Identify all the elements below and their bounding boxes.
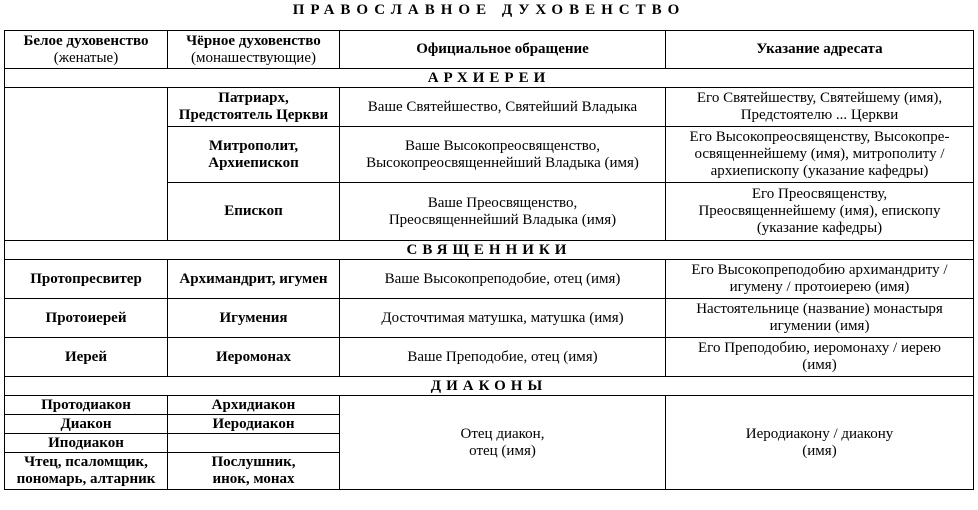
black-clergy-cell: [168, 127, 340, 183]
black-clergy-cell: Архидиакон: [168, 396, 340, 415]
white-clergy-cell: Иерей: [5, 338, 168, 377]
table-row: [5, 88, 974, 127]
header-row: [5, 31, 974, 69]
rank-line: Митрополит,: [208, 137, 299, 154]
rank-line: пономарь, алтарник: [16, 471, 156, 487]
addressee-line: (указание кафедры): [756, 220, 883, 236]
addressee-line: (имя): [802, 357, 837, 373]
white-clergy-cell: [5, 453, 168, 490]
rank-line: Послушник,: [211, 454, 296, 470]
addressee-line: Его Высокопреосвященству, Высокопре-: [689, 129, 950, 145]
white-clergy-cell: Иподиакон: [5, 434, 168, 453]
addressee-line: Иеродиакону / диакону: [745, 425, 894, 442]
address-line: отец (имя): [469, 442, 536, 459]
addressee-line: игумении (имя): [769, 318, 870, 334]
white-clergy-cell: Протодиакон: [5, 396, 168, 415]
addressee-line: освященнейшему (имя), митрополиту /: [694, 146, 945, 162]
header-white-clergy-label: Белое духовенство: [23, 32, 149, 49]
section-title-bishops: АРХИЕРЕИ: [5, 69, 974, 88]
section-row-priests: [5, 241, 974, 260]
address-line: Ваше Высокопреосвященство,: [404, 137, 601, 154]
address-cell: [340, 183, 666, 241]
header-black-clergy-note: (монашествующие): [191, 49, 316, 66]
table-row: [5, 396, 974, 415]
address-line: Отец диакон,: [460, 425, 545, 442]
addressee-cell: [666, 396, 974, 490]
addressee-line: архиепископу (указание кафедры): [710, 163, 929, 179]
table-row: [5, 299, 974, 338]
black-clergy-cell: Игумения: [168, 299, 340, 338]
header-addressee: Указание адресата: [666, 31, 974, 69]
table-row: [5, 338, 974, 377]
rank-line: Чтец, псаломщик,: [24, 454, 148, 470]
black-clergy-cell: [168, 453, 340, 490]
address-line: Преосвященнейший Владыка (имя): [388, 211, 617, 228]
rank-line: инок, монах: [212, 471, 295, 487]
table-row: [5, 260, 974, 299]
addressee-line: Настоятельнице (название) монастыря: [696, 301, 943, 317]
addressee-line: Его Преосвященству,: [751, 186, 888, 202]
addressee-line: Его Преподобию, иеромонаху / иерею: [698, 340, 941, 356]
addressee-cell: [666, 183, 974, 241]
black-clergy-cell: Иеродиакон: [168, 415, 340, 434]
addressee-line: игумену / протоиерею (имя): [729, 279, 910, 295]
rank-line: Патриарх,: [218, 90, 289, 106]
header-black-clergy: [168, 31, 340, 69]
addressee-line: Предстоятелю ... Церкви: [740, 107, 899, 123]
black-clergy-cell: Епископ: [168, 183, 340, 241]
address-cell: Ваше Высокопреподобие, отец (имя): [340, 260, 666, 299]
page-title: ПРАВОСЛАВНОЕ ДУХОВЕНСТВО: [292, 2, 686, 18]
white-clergy-cell: Протоиерей: [5, 299, 168, 338]
address-cell: Ваше Преподобие, отец (имя): [340, 338, 666, 377]
black-clergy-cell: [168, 88, 340, 127]
white-clergy-cell: Диакон: [5, 415, 168, 434]
address-cell: Ваше Святейшество, Святейший Владыка: [340, 88, 666, 127]
addressee-line: (имя): [802, 442, 837, 459]
clergy-table: [4, 30, 974, 490]
address-cell: Досточтимая матушка, матушка (имя): [340, 299, 666, 338]
addressee-cell: [666, 338, 974, 377]
addressee-line: Его Святейшеству, Святейшему (имя),: [696, 90, 943, 106]
section-title-deacons: ДИАКОНЫ: [5, 377, 974, 396]
addressee-cell: [666, 88, 974, 127]
address-line: Ваше Преосвященство,: [427, 194, 578, 211]
empty-cell: [168, 434, 340, 453]
rank-line: Предстоятель Церкви: [178, 107, 329, 123]
empty-cell: [5, 88, 168, 241]
addressee-line: Преосвященнейшему (имя), епископу: [698, 203, 941, 219]
addressee-line: Его Высокопреподобию архимандриту /: [691, 262, 948, 278]
section-row-bishops: [5, 69, 974, 88]
white-clergy-cell: Протопресвитер: [5, 260, 168, 299]
section-title-priests: СВЯЩЕННИКИ: [5, 241, 974, 260]
addressee-cell: [666, 299, 974, 338]
address-cell: [340, 396, 666, 490]
header-white-clergy: [5, 31, 168, 69]
address-cell: [340, 127, 666, 183]
addressee-cell: [666, 127, 974, 183]
header-official-address: Официальное обращение: [340, 31, 666, 69]
header-white-clergy-note: (женатые): [53, 49, 119, 66]
black-clergy-cell: Иеромонах: [168, 338, 340, 377]
address-line: Высокопреосвященнейший Владыка (имя): [366, 154, 639, 171]
rank-line: Архиепископ: [208, 154, 299, 171]
header-black-clergy-label: Чёрное духовенство: [186, 32, 321, 49]
addressee-cell: [666, 260, 974, 299]
section-row-deacons: [5, 377, 974, 396]
black-clergy-cell: Архимандрит, игумен: [168, 260, 340, 299]
